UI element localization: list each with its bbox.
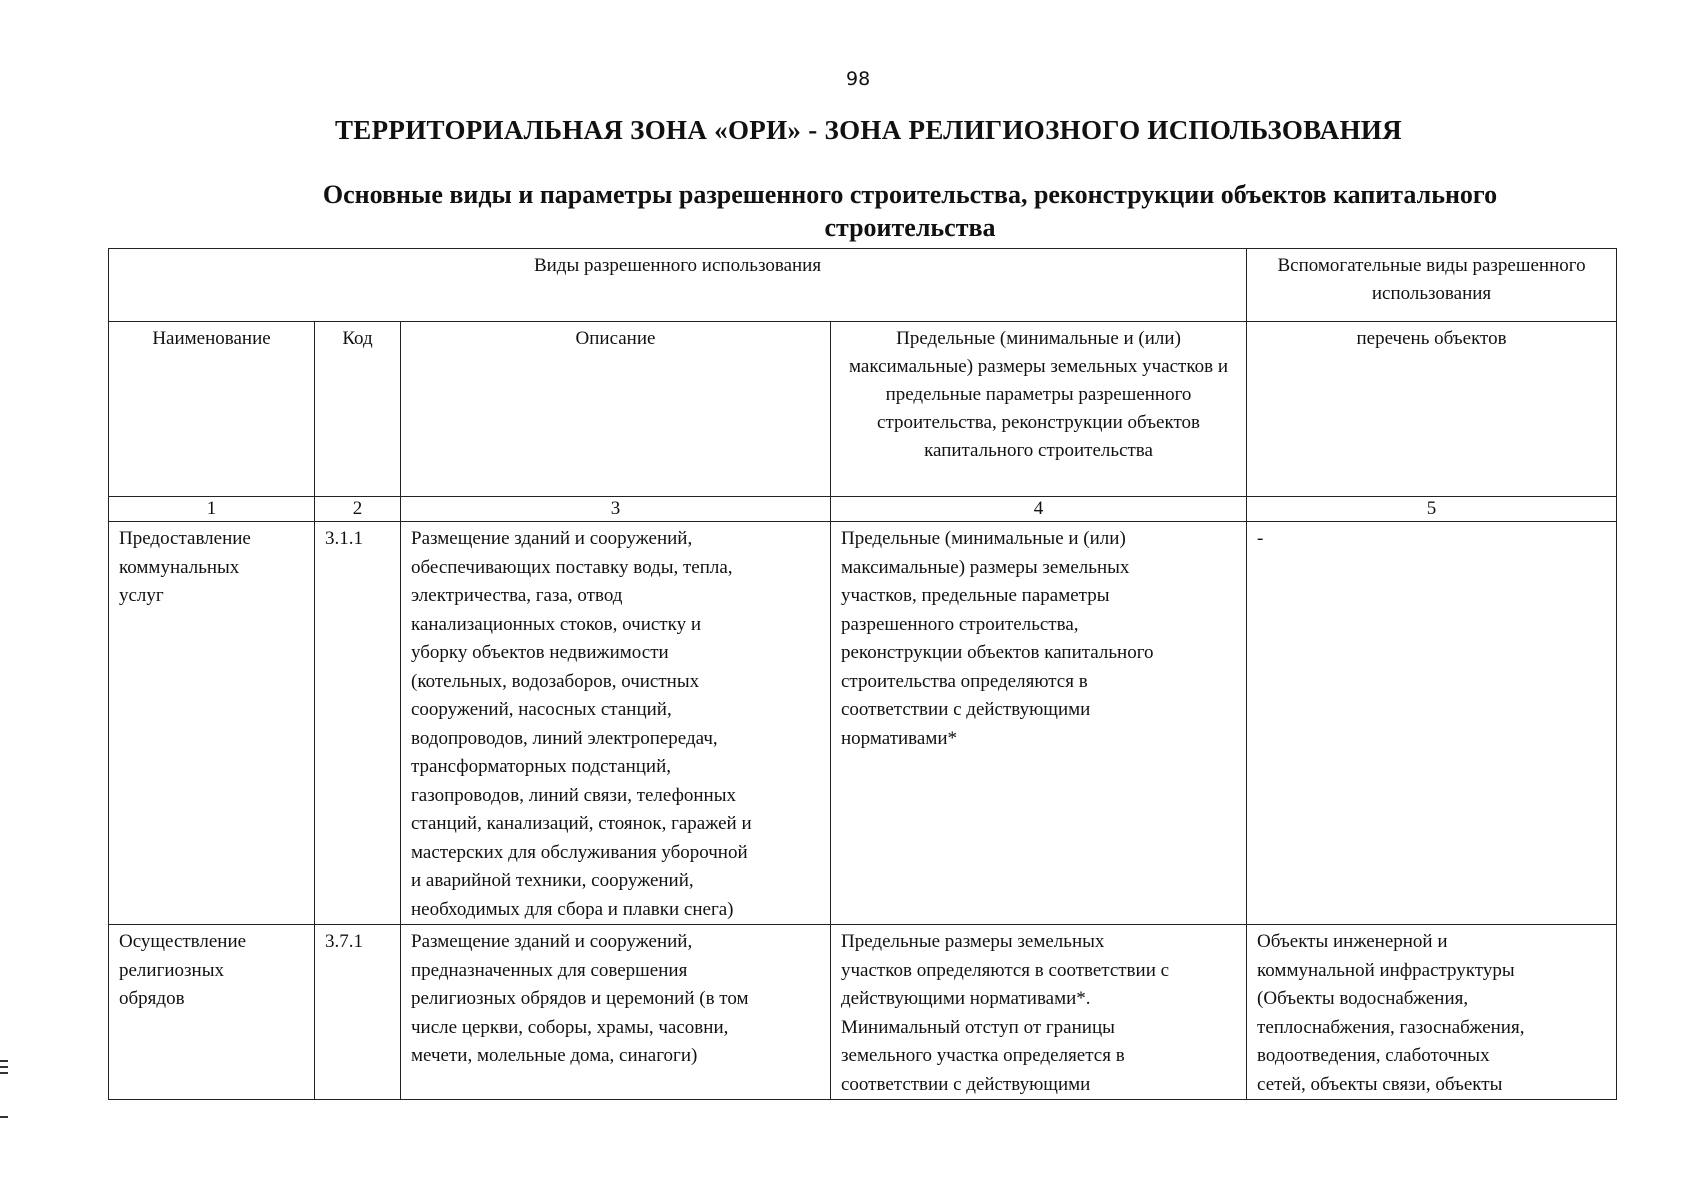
column-header-row bbox=[109, 322, 1617, 497]
column-number: 3 bbox=[401, 497, 831, 522]
use-code-cell: 3.7.1 bbox=[315, 925, 401, 1100]
column-header-objects: перечень объектов bbox=[1247, 322, 1617, 497]
column-header-code: Код bbox=[315, 322, 401, 497]
table-row bbox=[109, 925, 1617, 1100]
table-row bbox=[109, 522, 1617, 925]
page-subtitle: Основные виды и параметры разрешенного строительства, реконструкции объектов капитального строительства bbox=[322, 180, 1498, 242]
column-header-name: Наименование bbox=[109, 322, 315, 497]
group-header-auxiliary: Вспомогательные виды разрешенного использования bbox=[1247, 249, 1617, 322]
column-header-description: Описание bbox=[401, 322, 831, 497]
use-limits-cell: Предельные размеры земельных участков определяются в соответствии с действующими нормативами*. Минимальный отступ от границы земельного участка определяется в соответствии с действующими bbox=[831, 925, 1247, 1100]
use-name-cell: Осуществление религиозных обрядов bbox=[109, 925, 315, 1100]
use-code-cell: 3.1.1 bbox=[315, 522, 401, 925]
page-number: 98 bbox=[846, 68, 871, 90]
group-header-main: Виды разрешенного использования bbox=[109, 249, 1247, 322]
column-number: 5 bbox=[1247, 497, 1617, 522]
use-objects-cell: - bbox=[1247, 522, 1617, 925]
column-header-limits: Предельные (минимальные и (или) максимальные) размеры земельных участков и предельные параметры разрешенного строительства, реконструкции объектов капитального строительства bbox=[831, 322, 1247, 497]
use-description-cell: Размещение зданий и сооружений, предназначенных для совершения религиозных обрядов и церемоний (в том числе церкви, соборы, храмы, часовни, мечети, молельные дома, синагоги) bbox=[401, 925, 831, 1100]
column-number-row bbox=[109, 497, 1617, 522]
use-name-cell: Предоставление коммунальных услуг bbox=[109, 522, 315, 925]
use-objects-cell: Объекты инженерной и коммунальной инфраструктуры (Объекты водоснабжения, теплоснабжения, газоснабжения, водоотведения, слаботочных сетей, объекты связи, объекты bbox=[1247, 925, 1617, 1100]
use-description-cell: Размещение зданий и сооружений, обеспечивающих поставку воды, тепла, электричества, газа, отвод канализационных стоков, очистку и уборку объектов недвижимости (котельных, водозаборов, очистных сооружений, насосных станций, водопроводов, линий электропередач, трансформаторных подстанций, газопроводов, линий связи, телефонных станций, канализаций, стоянок, гаражей и мастерских для обслуживания уборочной и аварийной техники, сооружений, необходимых для сбора и плавки снега) bbox=[401, 522, 831, 925]
column-number: 1 bbox=[109, 497, 315, 522]
page-title: ТЕРРИТОРИАЛЬНАЯ ЗОНА «ОРИ» - ЗОНА РЕЛИГИОЗНОГО ИСПОЛЬЗОВАНИЯ bbox=[335, 115, 1402, 145]
group-header-row bbox=[109, 249, 1617, 322]
column-number: 4 bbox=[831, 497, 1247, 522]
permitted-use-table bbox=[108, 248, 1617, 1100]
column-number: 2 bbox=[315, 497, 401, 522]
scan-edge-marks bbox=[0, 1060, 8, 1120]
use-limits-cell: Предельные (минимальные и (или) максимальные) размеры земельных участков, предельные параметры разрешенного строительства, реконструкции объектов капитального строительства определяются в соответствии с действующими нормативами* bbox=[831, 522, 1247, 925]
